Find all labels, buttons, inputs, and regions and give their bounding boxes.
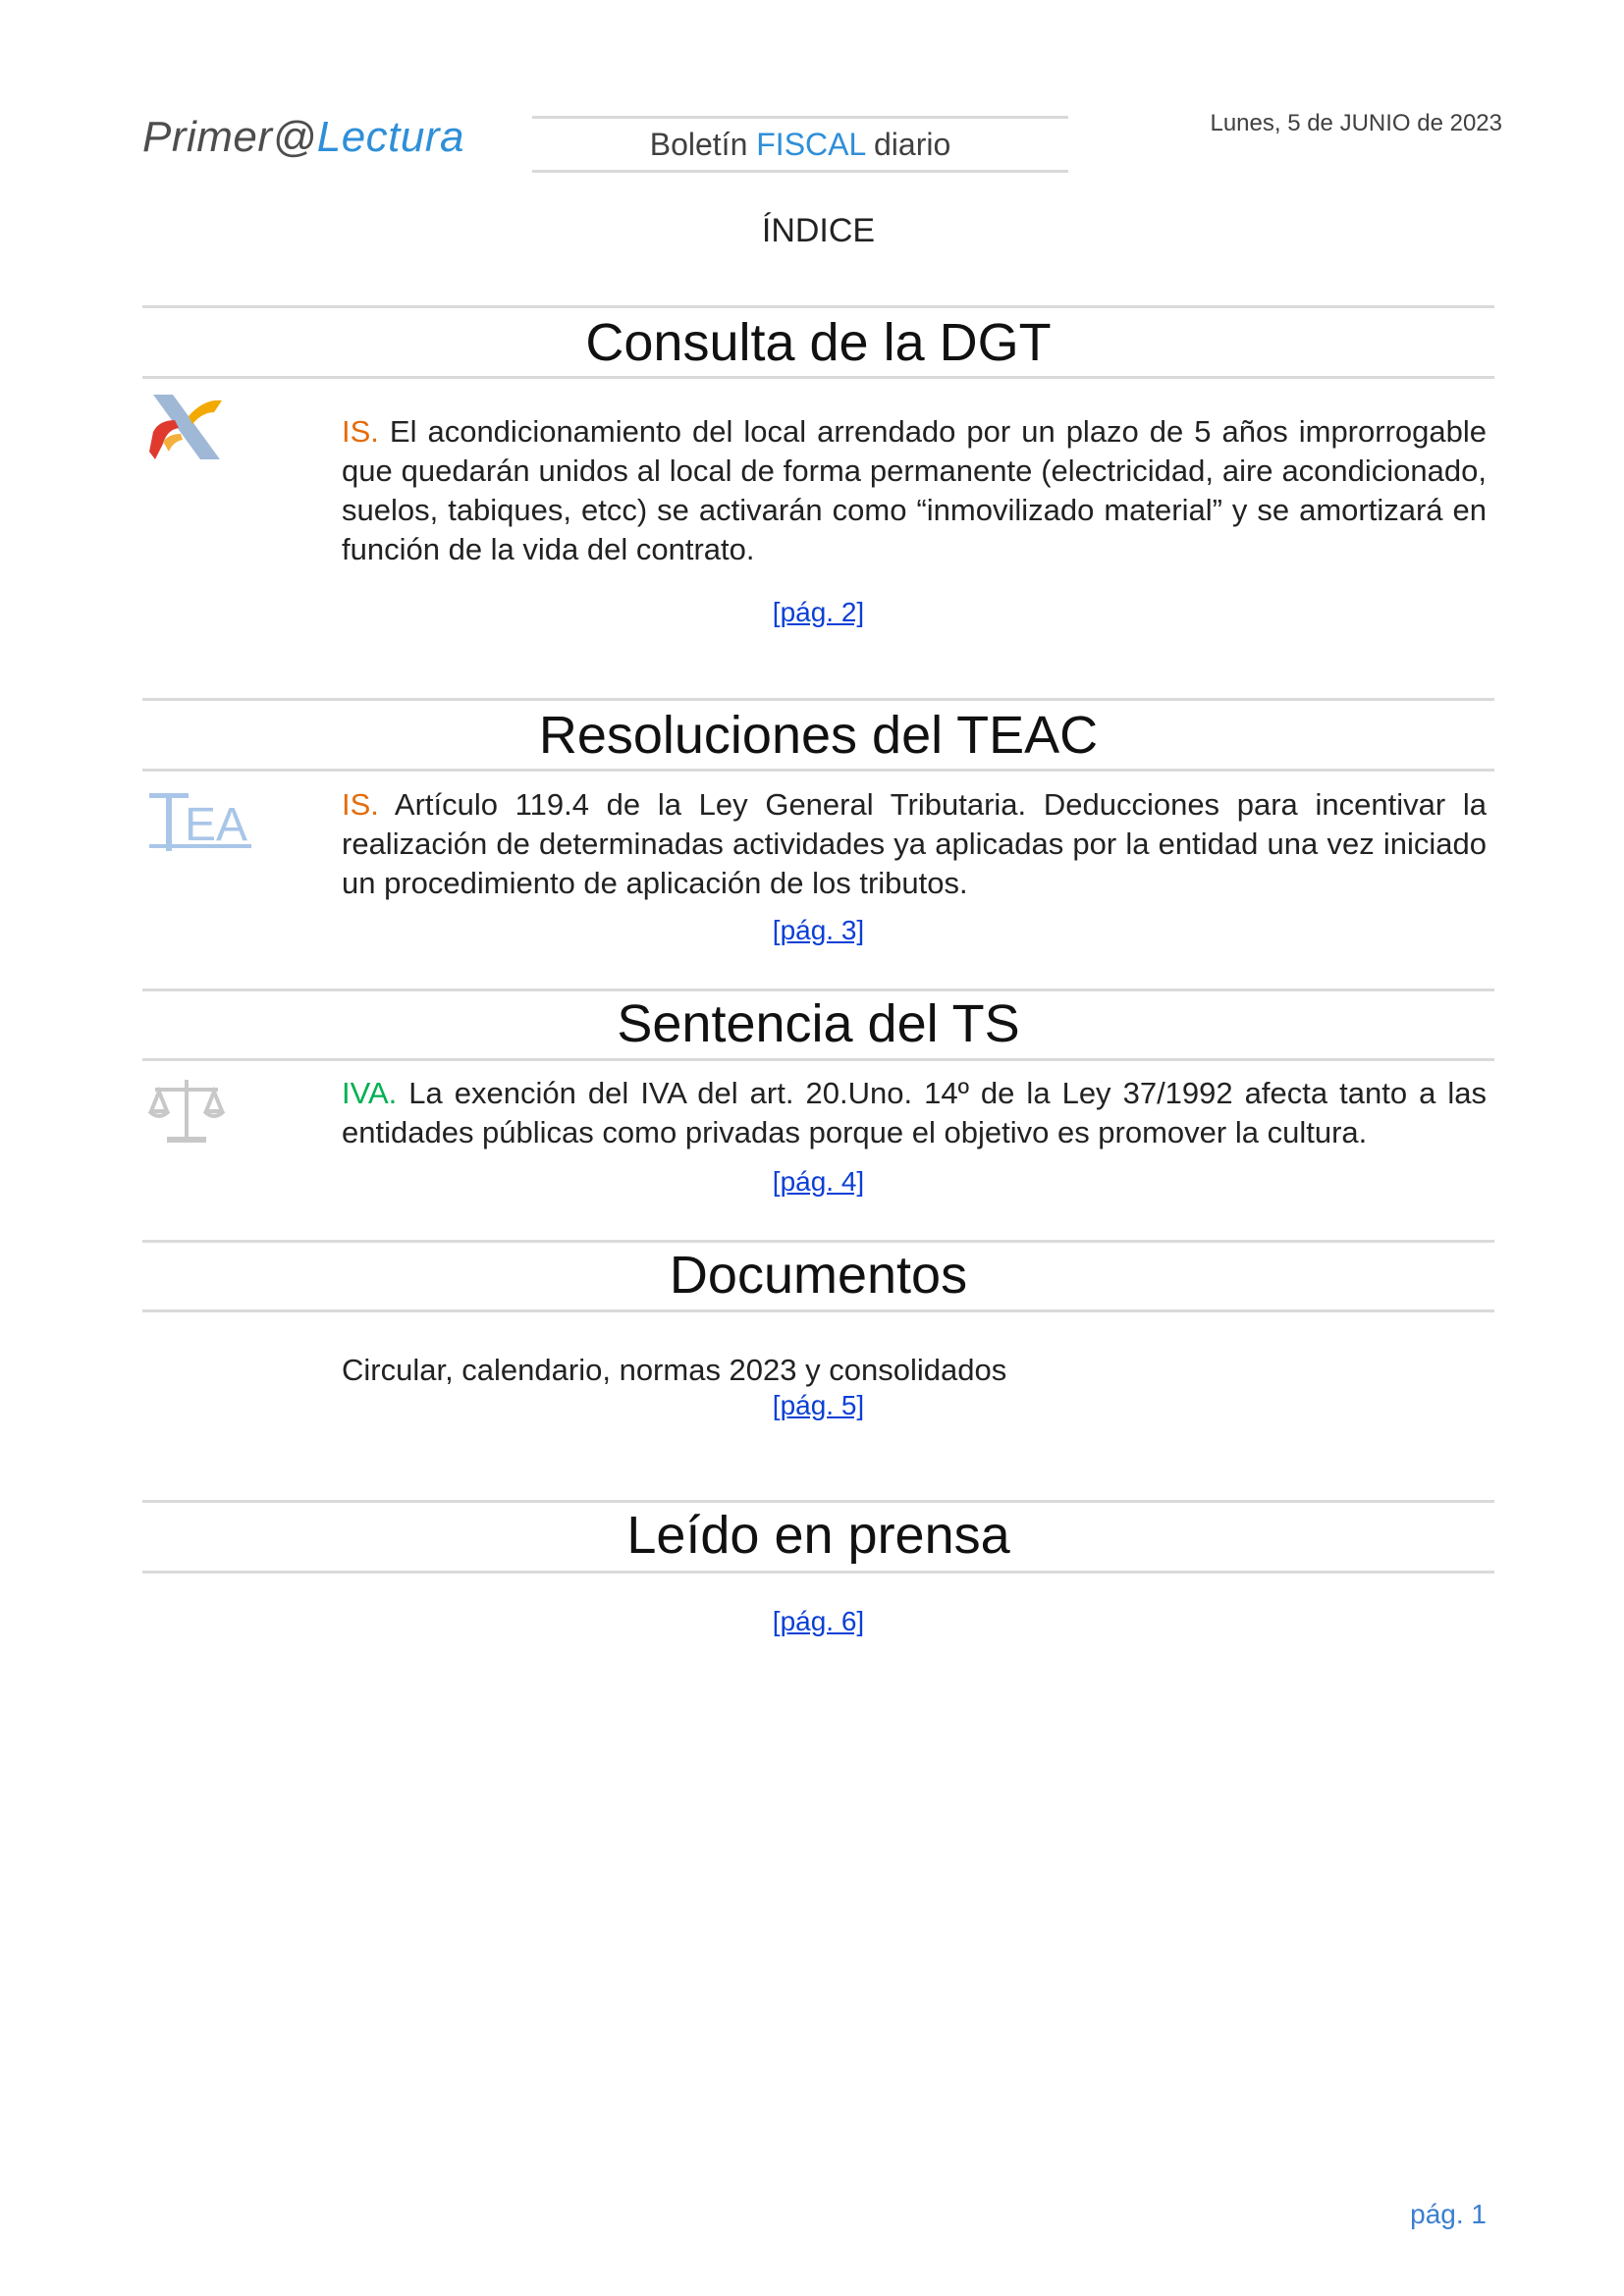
page-number: pág. 1 (1410, 2199, 1487, 2229)
brand-suffix: Lectura (316, 113, 464, 161)
brand-logo (142, 113, 464, 162)
summary-text: Artículo 119.4 de la Ley General Tributaria. Deducciones para incentivar la realización de determinadas actividades ya aplicadas por la entidad una vez iniciado un procedimiento de aplicación de los tributos. (342, 787, 1487, 900)
tax-tag: IS. (342, 787, 379, 822)
section-divider (142, 1058, 1494, 1061)
summary-item (342, 1074, 1487, 1152)
summary-text: La exención del IVA del art. 20.Uno. 14º de la Ley 37/1992 afecta tanto a las entidades públicas como privadas porque el objetivo es promover la cultura. (342, 1076, 1487, 1149)
bulletin-prefix: Boletín (649, 127, 757, 162)
section-divider (142, 1309, 1494, 1312)
section-divider (142, 698, 1494, 701)
page-link-anchor[interactable]: [pág. 4] (772, 1166, 865, 1197)
issue-date: Lunes, 5 de JUNIO de 2023 (1210, 110, 1502, 136)
section-title-teac: Resoluciones del TEAC (538, 706, 1099, 765)
page-link[interactable] (142, 1166, 1494, 1198)
summary-item (342, 785, 1487, 903)
section-divider (142, 1571, 1494, 1574)
page-link[interactable] (142, 1606, 1494, 1637)
tax-tag: IS. (342, 414, 379, 449)
page-link-anchor[interactable]: [pág. 3] (772, 915, 865, 945)
svg-text:EA: EA (185, 799, 248, 851)
page-link[interactable] (142, 1390, 1494, 1421)
section-title-dgt: Consulta de la DGT (585, 313, 1052, 372)
section-divider (142, 376, 1494, 379)
summary-text: Circular, calendario, normas 2023 y consolidados (342, 1353, 1007, 1387)
page-link-anchor[interactable]: [pág. 6] (772, 1606, 865, 1636)
tea-logo-icon (145, 785, 255, 861)
section-divider (142, 305, 1494, 308)
bulletin-accent: FISCAL (756, 127, 866, 162)
bulletin-suffix: diario (865, 127, 951, 162)
page-link[interactable] (142, 597, 1494, 628)
index-title: ÍNDICE (761, 212, 876, 249)
section-title-documentos: Documentos (669, 1246, 968, 1305)
page-link[interactable] (142, 915, 1494, 946)
scales-icon (145, 1072, 228, 1155)
summary-text: El acondicionamiento del local arrendado por un plazo de 5 años improrrogable que quedarán unidos al local de forma permanente (electricidad, aire acondicionado, suelos, tabiques, etcc) se activarán como “inmovilizado material” y se amortizará en función de la vida del contrato. (342, 414, 1487, 566)
section-divider (142, 1240, 1494, 1243)
tax-agency-logo-icon (145, 391, 228, 468)
brand-prefix: Primer@ (142, 113, 317, 161)
section-divider (142, 1500, 1494, 1503)
page-link-anchor[interactable]: [pág. 2] (772, 597, 865, 627)
section-title-prensa: Leído en prensa (626, 1506, 1010, 1565)
section-divider (142, 769, 1494, 772)
bulletin-title (532, 116, 1068, 173)
section-divider (142, 988, 1494, 991)
summary-item (342, 412, 1487, 569)
page-link-anchor[interactable]: [pág. 5] (772, 1390, 865, 1420)
section-title-ts: Sentencia del TS (617, 994, 1020, 1053)
tax-tag: IVA. (342, 1076, 398, 1110)
